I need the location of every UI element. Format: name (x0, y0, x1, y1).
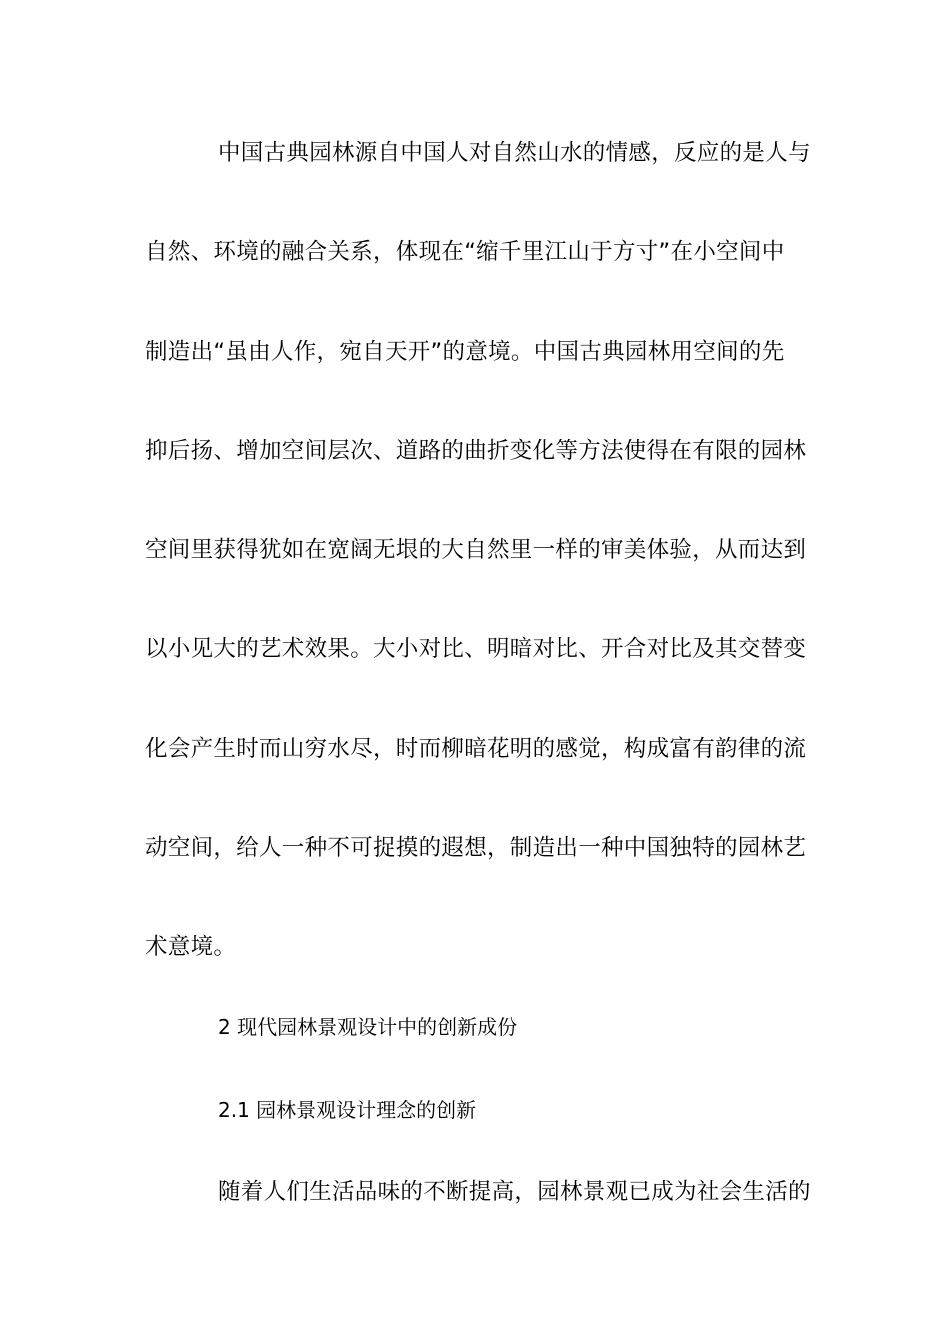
paragraph-line: 动空间，给人一种不可捉摸的遐想，制造出一种中国独特的园林艺 (145, 835, 807, 861)
paragraph-line: 抑后扬、增加空间层次、道路的曲折变化等方法使得在有限的园林 (145, 438, 807, 464)
subsection-heading: 2.1 园林景观设计理念的创新 (218, 1098, 477, 1122)
paragraph-line: 化会产生时而山穷水尽，时而柳暗花明的感觉，构成富有韵律的流 (145, 736, 807, 762)
paragraph-line: 空间里获得犹如在宽阔无垠的大自然里一样的审美体验，从而达到 (145, 537, 807, 563)
section-heading: 2 现代园林景观设计中的创新成份 (218, 1015, 518, 1039)
paragraph-line: 随着人们生活品味的不断提高，园林景观已成为社会生活的 (218, 1179, 811, 1205)
paragraph-line: 制造出“虽由人作，宛自天开”的意境。中国古典园林用空间的先 (145, 339, 785, 365)
paragraph-line: 术意境。 (145, 934, 237, 960)
paragraph-line: 自然、环境的融合关系，体现在“缩千里江山于方寸”在小空间中 (145, 239, 785, 265)
paragraph-line: 以小见大的艺术效果。大小对比、明暗对比、开合对比及其交替变 (145, 636, 807, 662)
paragraph-line: 中国古典园林源自中国人对自然山水的情感，反应的是人与 (218, 140, 811, 166)
